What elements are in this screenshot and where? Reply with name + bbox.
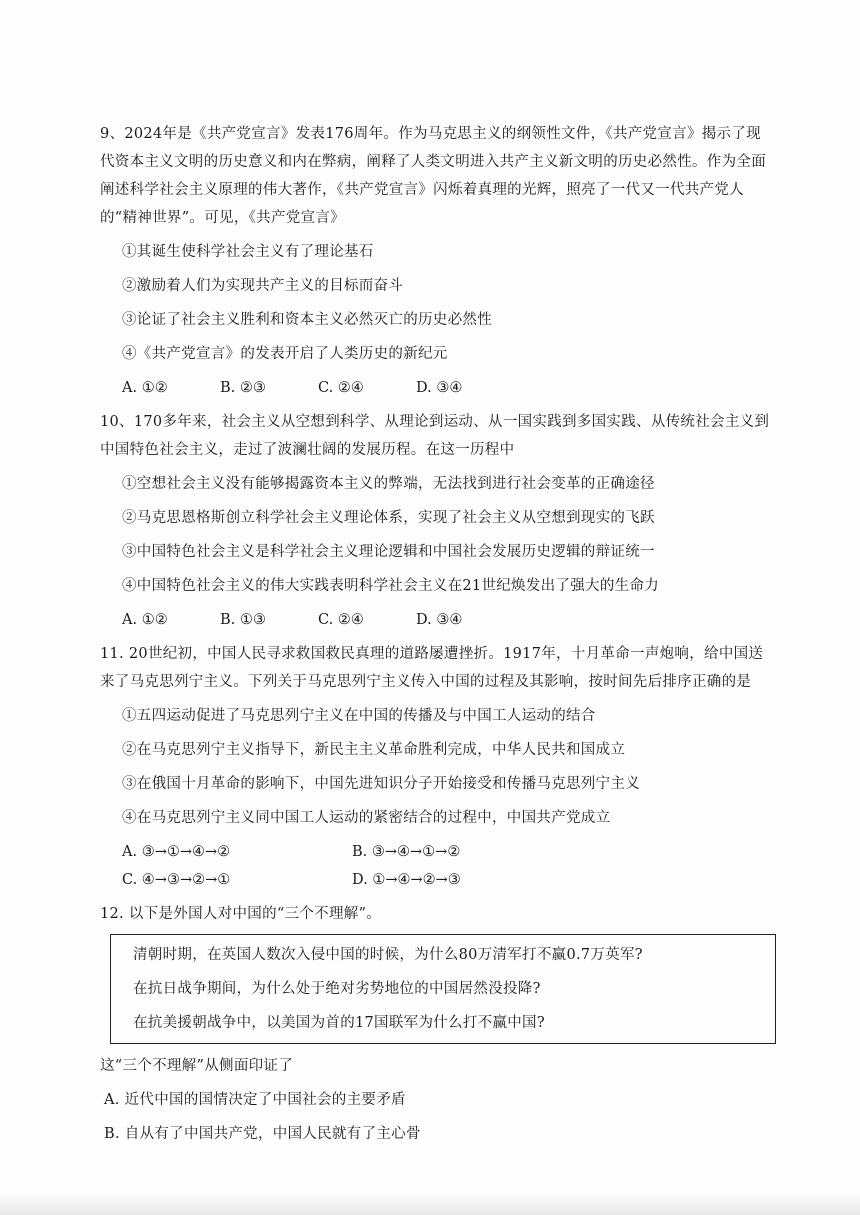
- question-10-option-3: ③中国特色社会主义是科学社会主义理论逻辑和中国社会发展历史逻辑的辩证统一: [122, 544, 655, 560]
- choice-a: A. ①②: [122, 612, 168, 628]
- question-9-choices: [122, 374, 770, 402]
- question-11-stem: 11. 20世纪初，中国人民寻求救国救民真理的道路屡遭挫折。1917年，十月革命一声炮响，给中国送来了马克思列宁主义。下列关于马克思列宁主义传入中国的过程及其影响，按时间先后排序正确的是: [100, 646, 764, 690]
- choice-a: A. ①②: [122, 380, 168, 396]
- question-9-option-4: ④《共产党宣言》的发表开启了人类历史的新纪元: [122, 346, 448, 362]
- choice-b: B. ①③: [220, 612, 266, 628]
- question-10-option-1: ①空想社会主义没有能够揭露资本主义的弊端，无法找到进行社会变革的正确途径: [122, 476, 655, 492]
- question-9-option-3: ③论证了社会主义胜利和资本主义必然灭亡的历史必然性: [122, 312, 492, 328]
- choice-a: A. ③→①→④→②: [122, 844, 231, 860]
- question-9-stem: 9、2024年是《共产党宣言》发表176周年。作为马克思主义的纲领性文件，《共产党宣言》揭示了现代资本主义文明的历史意义和内在弊病，阐释了人类文明进入共产主义新文明的历史必然性。作为全面阐述科学社会主义原理的伟大著作，《共产党宣言》闪烁着真理的光辉，照亮了一代又一代共产党人的“精神世界”。可见，《共产党宣言》: [100, 126, 766, 226]
- question-11-option-1: ①五四运动促进了马克思列宁主义在中国的传播及与中国工人运动的结合: [122, 708, 596, 724]
- choice-d: D. ③④: [416, 380, 463, 396]
- question-10-option-2: ②马克思恩格斯创立科学社会主义理论体系，实现了社会主义从空想到现实的飞跃: [122, 510, 655, 526]
- question-12-prompt: 这“三个不理解”从侧面印证了: [100, 1058, 294, 1074]
- material-line-3: 在抗美援朝战争中，以美国为首的17国联军为什么打不赢中国?: [133, 1015, 545, 1031]
- question-10-stem: 10、170多年来，社会主义从空想到科学、从理论到运动、从一国实践到多国实践、从传统社会主义到中国特色社会主义，走过了波澜壮阔的发展历程。在这一历程中: [100, 414, 770, 458]
- question-11-option-4: ④在马克思列宁主义同中国工人运动的紧密结合的过程中，中国共产党成立: [122, 810, 611, 826]
- question-12-stem: 12. 以下是外国人对中国的“三个不理解”。: [100, 906, 382, 922]
- question-10-option-4: ④中国特色社会主义的伟大实践表明科学社会主义在21世纪焕发出了强大的生命力: [122, 578, 660, 594]
- choice-b: B. ②③: [220, 380, 266, 396]
- question-10-choices: [122, 606, 770, 634]
- choice-c: C. ②④: [318, 612, 364, 628]
- choice-d: D. ①→④→②→③: [352, 872, 461, 888]
- choice-c: C. ②④: [318, 380, 364, 396]
- question-11-choices: [122, 838, 770, 894]
- question-11-option-3: ③在俄国十月革命的影响下，中国先进知识分子开始接受和传播马克思列宁主义: [122, 776, 640, 792]
- question-12-choice-b: B. 自从有了中国共产党，中国人民就有了主心骨: [104, 1126, 421, 1142]
- page-content: [100, 120, 770, 1154]
- question-12-choice-a: A. 近代中国的国情决定了中国社会的主要矛盾: [104, 1092, 406, 1108]
- question-12-material-box: [110, 934, 776, 1044]
- choice-d: D. ③④: [416, 612, 463, 628]
- page-bottom-edge: [0, 1193, 860, 1215]
- material-line-1: 清朝时期，在英国人数次入侵中国的时候，为什么80万清军打不赢0.7万英军?: [133, 947, 643, 963]
- question-9-option-2: ②激励着人们为实现共产主义的目标而奋斗: [122, 278, 404, 294]
- choice-b: B. ③→④→①→②: [352, 844, 461, 860]
- question-9-option-1: ①其诞生使科学社会主义有了理论基石: [122, 244, 374, 260]
- material-line-2: 在抗日战争期间，为什么处于绝对劣势地位的中国居然没投降?: [133, 981, 541, 997]
- choice-c: C. ④→③→②→①: [122, 872, 231, 888]
- question-11-option-2: ②在马克思列宁主义指导下，新民主主义革命胜利完成，中华人民共和国成立: [122, 742, 626, 758]
